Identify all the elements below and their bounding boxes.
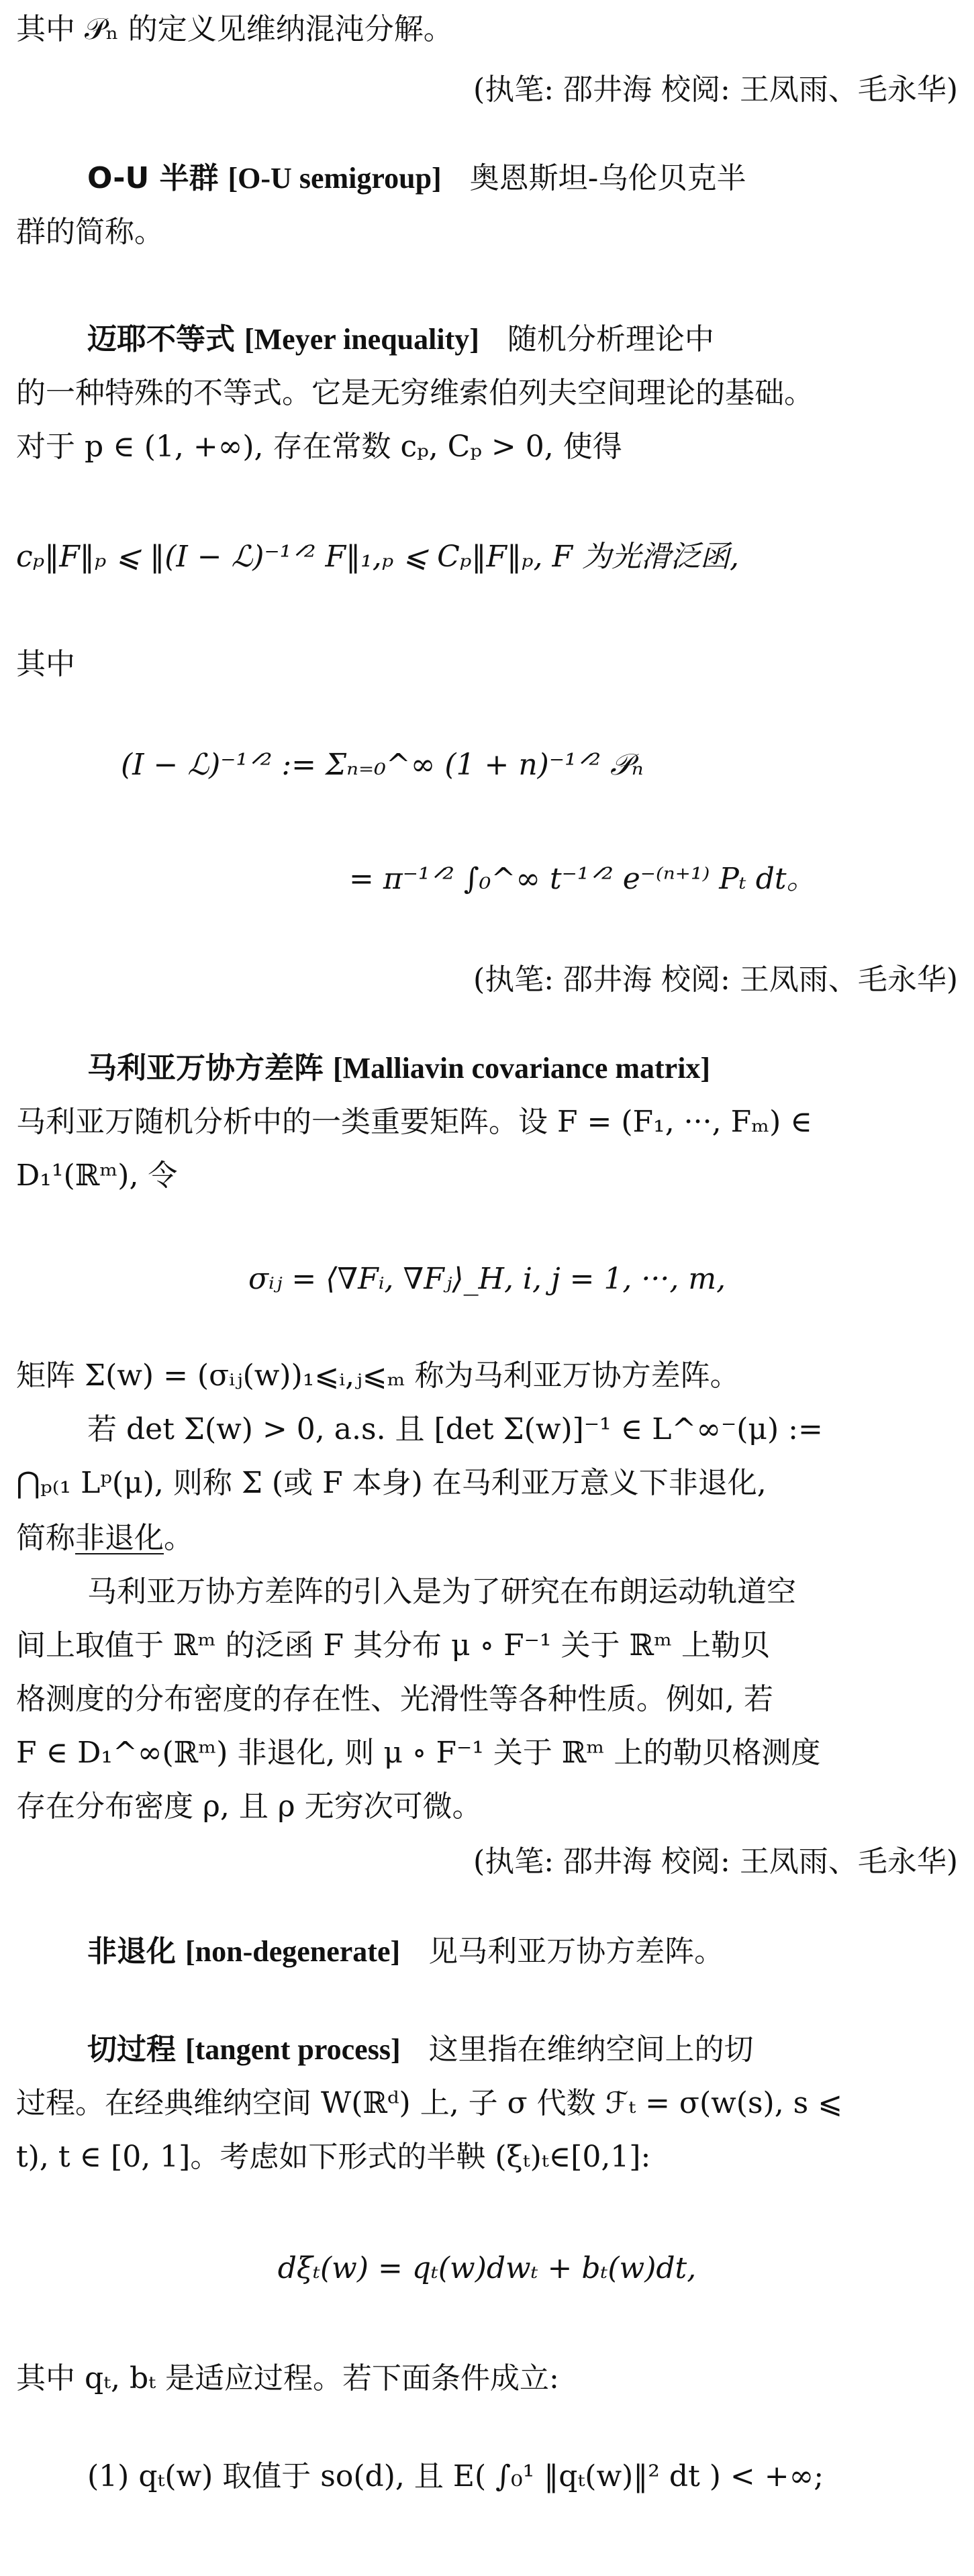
signature: (执笔: 邵井海 校阅: 王凤雨、毛永华) [473, 962, 958, 997]
cross-reference: 见马利亚万协方差阵。 [428, 1934, 724, 1969]
entry-english: [Meyer inequality] [244, 323, 479, 356]
text-line: 群的简称。 [16, 215, 164, 249]
text-line: ⋂ₚ₍₁ Lᵖ(μ), 则称 Σ (或 F 本身) 在马利亚万意义下非退化, [16, 1466, 767, 1500]
text-span: 。 [164, 1521, 193, 1555]
signature: (执笔: 邵井海 校阅: 王凤雨、毛永华) [473, 72, 958, 107]
cross-reference: 奥恩斯坦-乌伦贝克半 [469, 161, 746, 195]
display-formula: (I − ℒ)⁻¹ᐟ² := Σₙ₌₀^∞ (1 + n)⁻¹ᐟ² 𝒫ₙ [121, 748, 644, 782]
text-line: 其中 𝒫ₙ 的定义见维纳混沌分解。 [16, 12, 453, 46]
text-line: 马利亚万随机分析中的一类重要矩阵。设 F = (F₁, ···, Fₘ) ∈ [16, 1105, 812, 1139]
text-line: D₁¹(ℝᵐ), 令 [16, 1158, 178, 1193]
entry-english: [non-degenerate] [185, 1935, 401, 1968]
text-line: 若 det Σ(w) > 0, a.s. 且 [det Σ(w)]⁻¹ ∈ L^∞⁻(μ) := [87, 1412, 823, 1446]
text-line: 对于 p ∈ (1, +∞), 存在常数 cₚ, Cₚ > 0, 使得 [16, 430, 622, 464]
entry-english: [O-U semigroup] [228, 162, 442, 195]
entry-malliavin-covariance [87, 1048, 958, 1089]
text-line [16, 1518, 958, 1558]
defined-term-nondegenerate: 非退化 [75, 1521, 164, 1555]
text-line: 其中 qₜ, bₜ 是适应过程。若下面条件成立: [16, 2361, 559, 2395]
display-formula: = π⁻¹ᐟ² ∫₀^∞ t⁻¹ᐟ² e⁻⁽ⁿ⁺¹⁾ Pₜ dt。 [349, 862, 816, 896]
text-line: 格测度的分布密度的存在性、光滑性等各种性质。例如, 若 [16, 1682, 773, 1716]
entry-tangent-process [87, 2030, 958, 2070]
text-line: 间上取值于 ℝᵐ 的泛函 F 其分布 μ ∘ F⁻¹ 关于 ℝᵐ 上勒贝 [16, 1628, 771, 1663]
display-formula: cₚ‖F‖ₚ ⩽ ‖(I − ℒ)⁻¹ᐟ² F‖₁,ₚ ⩽ Cₚ‖F‖ₚ, F 为光滑泛函, [16, 540, 740, 574]
entry-english: [Malliavin covariance matrix] [333, 1052, 711, 1085]
entry-term: 迈耶不等式 [87, 322, 235, 356]
text-line: t), t ∈ [0, 1]。考虑如下形式的半鞅 (ξₜ)ₜ∈[0,1]: [16, 2140, 651, 2174]
entry-description: 随机分析理论中 [507, 322, 714, 356]
entry-non-degenerate [87, 1932, 958, 1972]
entry-term: 非退化 [87, 1934, 176, 1969]
display-formula: dξₜ(w) = qₜ(w)dwₜ + bₜ(w)dt, [277, 2251, 697, 2285]
entry-term: 切过程 [87, 2032, 176, 2067]
text-line: F ∈ D₁^∞(ℝᵐ) 非退化, 则 μ ∘ F⁻¹ 关于 ℝᵐ 上的勒贝格测度 [16, 1736, 821, 1770]
text-line: 其中 [16, 647, 75, 681]
text-line: 过程。在经典维纳空间 W(ℝᵈ) 上, 子 σ 代数 ℱₜ = σ(w(s), s ⩽ [16, 2086, 843, 2120]
list-item: (1) qₜ(w) 取值于 so(d), 且 E( ∫₀¹ ‖qₜ(w)‖² dt ) < +∞; [87, 2459, 824, 2493]
text-line: 的一种特殊的不等式。它是无穷维索伯列夫空间理论的基础。 [16, 376, 814, 410]
entry-english: [tangent process] [185, 2033, 401, 2066]
entry-term: O-U 半群 [87, 161, 219, 195]
entry-ou-semigroup [87, 158, 958, 199]
text-span: 简称 [16, 1521, 75, 1555]
signature: (执笔: 邵井海 校阅: 王凤雨、毛永华) [473, 1844, 958, 1879]
display-formula: σᵢⱼ = ⟨∇Fᵢ, ∇Fⱼ⟩_H, i, j = 1, ···, m, [248, 1262, 726, 1296]
entry-meyer-inequality [87, 319, 958, 360]
entry-term: 马利亚万协方差阵 [87, 1051, 324, 1085]
text-line: 马利亚万协方差阵的引入是为了研究在布朗运动轨道空 [87, 1575, 796, 1609]
text-line: 存在分布密度 ρ, 且 ρ 无穷次可微。 [16, 1789, 482, 1824]
entry-description: 这里指在维纳空间上的切 [428, 2032, 754, 2067]
text-line: 矩阵 Σ(w) = (σᵢⱼ(w))₁⩽ᵢ,ⱼ⩽ₘ 称为马利亚万协方差阵。 [16, 1358, 740, 1393]
